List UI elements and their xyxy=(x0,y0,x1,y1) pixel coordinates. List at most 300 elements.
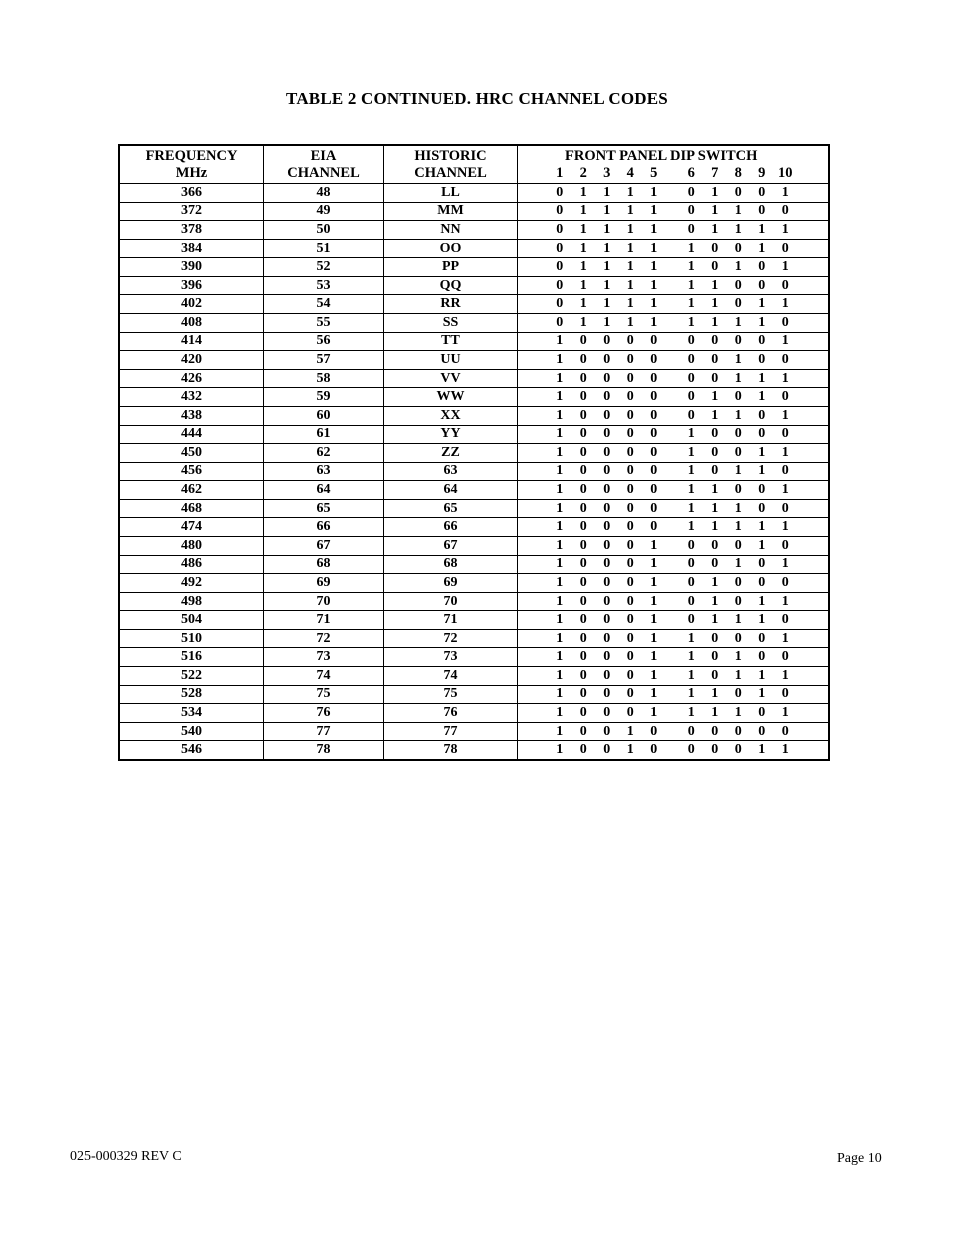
dip-bit: 0 xyxy=(758,407,766,423)
dip-bit: 1 xyxy=(650,259,658,275)
eia-channel-cell: 66 xyxy=(264,518,384,537)
dip-bit: 0 xyxy=(781,686,789,702)
historic-channel-cell: 73 xyxy=(384,648,518,667)
dip-bit: 0 xyxy=(579,704,587,720)
dip-bit: 0 xyxy=(758,556,766,572)
dip-bit: 0 xyxy=(734,296,742,312)
dip-bit: 1 xyxy=(650,556,658,572)
eia-channel-cell: 69 xyxy=(264,574,384,593)
table-row xyxy=(120,184,829,203)
dip-bit: 1 xyxy=(556,426,564,442)
dip-bit: 1 xyxy=(650,184,658,200)
dip-bit: 1 xyxy=(781,184,789,200)
dip-bit: 0 xyxy=(579,351,587,367)
dip-bit: 1 xyxy=(556,482,564,498)
dip-bit: 0 xyxy=(781,351,789,367)
dip-bit: 1 xyxy=(579,296,587,312)
dip-switch-cell xyxy=(518,388,829,407)
dip-switch-cell xyxy=(518,741,829,760)
dip-bit: 1 xyxy=(650,574,658,590)
dip-bit: 0 xyxy=(758,351,766,367)
dip-bit: 1 xyxy=(711,221,719,237)
dip-bit: 0 xyxy=(626,463,634,479)
dip-bit: 0 xyxy=(734,723,742,739)
dip-bit: 1 xyxy=(556,333,564,349)
dip-bit: 0 xyxy=(626,519,634,535)
header-frequency: FREQUENCY MHz xyxy=(120,146,264,184)
dip-bit: 0 xyxy=(603,500,611,516)
dip-bit: 0 xyxy=(626,612,634,628)
historic-channel-cell: 71 xyxy=(384,611,518,630)
dip-bit: 0 xyxy=(626,482,634,498)
dip-switch-cell xyxy=(518,351,829,370)
dip-bit: 0 xyxy=(734,333,742,349)
table-row xyxy=(120,481,829,500)
dip-bit: 0 xyxy=(556,296,564,312)
dip-bit: 1 xyxy=(711,203,719,219)
dip-bit: 0 xyxy=(687,203,695,219)
dip-bit: 1 xyxy=(650,537,658,553)
frequency-cell: 372 xyxy=(120,202,264,221)
frequency-cell: 510 xyxy=(120,629,264,648)
dip-bit: 1 xyxy=(734,649,742,665)
dip-bit: 0 xyxy=(626,426,634,442)
dip-bit: 1 xyxy=(734,370,742,386)
dip-bit: 0 xyxy=(781,612,789,628)
dip-switch-cell xyxy=(518,221,829,240)
dip-bit: 0 xyxy=(579,444,587,460)
dip-bit: 1 xyxy=(781,259,789,275)
dip-bit: 0 xyxy=(781,277,789,293)
table-row xyxy=(120,518,829,537)
dip-bit: 1 xyxy=(711,407,719,423)
dip-bit: 0 xyxy=(603,704,611,720)
dip-bit: 1 xyxy=(781,296,789,312)
dip-switch-cell xyxy=(518,239,829,258)
historic-channel-cell: UU xyxy=(384,351,518,370)
dip-switch-cell xyxy=(518,536,829,555)
dip-bit: 0 xyxy=(556,259,564,275)
dip-bit: 0 xyxy=(711,370,719,386)
dip-bit: 0 xyxy=(758,500,766,516)
table-row xyxy=(120,258,829,277)
dip-bit: 1 xyxy=(711,686,719,702)
dip-bit: 1 xyxy=(626,314,634,330)
dip-bit: 0 xyxy=(758,259,766,275)
dip-bit: 0 xyxy=(734,426,742,442)
historic-channel-cell: ZZ xyxy=(384,444,518,463)
dip-bit: 1 xyxy=(711,704,719,720)
dip-bit: 0 xyxy=(687,221,695,237)
dip-bit: 0 xyxy=(603,389,611,405)
dip-switch-cell xyxy=(518,202,829,221)
dip-bit: 1 xyxy=(687,667,695,683)
frequency-cell: 426 xyxy=(120,369,264,388)
dip-bit: 0 xyxy=(734,482,742,498)
dip-bit: 1 xyxy=(626,723,634,739)
eia-channel-cell: 63 xyxy=(264,462,384,481)
frequency-cell: 378 xyxy=(120,221,264,240)
table-row xyxy=(120,685,829,704)
table-row xyxy=(120,369,829,388)
frequency-cell: 450 xyxy=(120,444,264,463)
dip-bit: 0 xyxy=(650,444,658,460)
dip-bit: 0 xyxy=(579,593,587,609)
eia-channel-cell: 50 xyxy=(264,221,384,240)
dip-bit: 0 xyxy=(734,444,742,460)
dip-switch-cell xyxy=(518,704,829,723)
dip-bit: 1 xyxy=(734,407,742,423)
dip-bit: 0 xyxy=(711,630,719,646)
dip-bit: 1 xyxy=(650,314,658,330)
eia-channel-cell: 61 xyxy=(264,425,384,444)
frequency-cell: 408 xyxy=(120,314,264,333)
dip-bit: 1 xyxy=(626,742,634,758)
dip-bit: 0 xyxy=(626,649,634,665)
frequency-cell: 540 xyxy=(120,722,264,741)
dip-bit: 0 xyxy=(579,649,587,665)
dip-bit: 1 xyxy=(734,203,742,219)
table-row xyxy=(120,499,829,518)
eia-channel-cell: 65 xyxy=(264,499,384,518)
frequency-cell: 516 xyxy=(120,648,264,667)
table-row xyxy=(120,536,829,555)
table-row xyxy=(120,295,829,314)
table-row xyxy=(120,221,829,240)
historic-channel-cell: 69 xyxy=(384,574,518,593)
historic-channel-cell: PP xyxy=(384,258,518,277)
dip-bit: 1 xyxy=(650,612,658,628)
historic-channel-cell: 72 xyxy=(384,629,518,648)
dip-bit: 1 xyxy=(687,463,695,479)
table-row xyxy=(120,722,829,741)
eia-channel-cell: 76 xyxy=(264,704,384,723)
frequency-cell: 390 xyxy=(120,258,264,277)
frequency-cell: 480 xyxy=(120,536,264,555)
dip-bit: 1 xyxy=(603,314,611,330)
dip-bit: 0 xyxy=(711,259,719,275)
dip-bit: 1 xyxy=(687,500,695,516)
dip-bit: 0 xyxy=(556,184,564,200)
dip-switch-cell xyxy=(518,667,829,686)
dip-bit: 1 xyxy=(758,221,766,237)
dip-switch-numbers: 1 2 3 4 5 6 7 8 9 10 xyxy=(556,165,793,181)
dip-bit: 1 xyxy=(687,649,695,665)
dip-bit: 1 xyxy=(556,351,564,367)
dip-bit: 0 xyxy=(579,407,587,423)
historic-channel-cell: MM xyxy=(384,202,518,221)
historic-channel-cell: 76 xyxy=(384,704,518,723)
dip-bit: 0 xyxy=(781,314,789,330)
dip-bit: 1 xyxy=(603,184,611,200)
frequency-cell: 486 xyxy=(120,555,264,574)
dip-switch-cell xyxy=(518,369,829,388)
dip-bit: 1 xyxy=(650,704,658,720)
dip-bit: 0 xyxy=(650,723,658,739)
dip-bit: 0 xyxy=(626,500,634,516)
dip-bit: 1 xyxy=(556,649,564,665)
dip-bit: 0 xyxy=(734,630,742,646)
dip-bit: 0 xyxy=(603,723,611,739)
eia-channel-cell: 74 xyxy=(264,667,384,686)
page-number: Page 10 xyxy=(837,1151,882,1166)
frequency-cell: 462 xyxy=(120,481,264,500)
frequency-cell: 528 xyxy=(120,685,264,704)
dip-bit: 1 xyxy=(579,240,587,256)
dip-bit: 1 xyxy=(711,482,719,498)
table-row xyxy=(120,462,829,481)
dip-bit: 1 xyxy=(626,277,634,293)
dip-bit: 0 xyxy=(711,463,719,479)
dip-bit: 0 xyxy=(687,184,695,200)
table-row xyxy=(120,555,829,574)
dip-bit: 1 xyxy=(734,667,742,683)
hrc-channel-codes-table xyxy=(118,144,830,761)
header-historic-channel: HISTORIC CHANNEL xyxy=(384,146,518,184)
dip-bit: 1 xyxy=(687,519,695,535)
dip-bit: 1 xyxy=(734,500,742,516)
dip-bit: 1 xyxy=(734,463,742,479)
dip-switch-cell xyxy=(518,648,829,667)
historic-channel-cell: QQ xyxy=(384,276,518,295)
historic-channel-cell: 77 xyxy=(384,722,518,741)
dip-switch-cell xyxy=(518,406,829,425)
dip-bit: 0 xyxy=(781,463,789,479)
dip-bit: 1 xyxy=(650,240,658,256)
table-row xyxy=(120,351,829,370)
eia-channel-cell: 73 xyxy=(264,648,384,667)
dip-bit: 0 xyxy=(650,742,658,758)
dip-switch-cell xyxy=(518,425,829,444)
table-row xyxy=(120,332,829,351)
dip-bit: 1 xyxy=(650,686,658,702)
dip-bit: 1 xyxy=(758,537,766,553)
dip-bit: 1 xyxy=(626,240,634,256)
eia-channel-cell: 77 xyxy=(264,722,384,741)
dip-bit: 1 xyxy=(556,574,564,590)
table-row xyxy=(120,444,829,463)
eia-channel-cell: 59 xyxy=(264,388,384,407)
frequency-cell: 468 xyxy=(120,499,264,518)
dip-bit: 1 xyxy=(556,593,564,609)
table-row xyxy=(120,592,829,611)
dip-bit: 1 xyxy=(556,370,564,386)
table-title: TABLE 2 CONTINUED. HRC CHANNEL CODES xyxy=(286,89,668,108)
dip-bit: 1 xyxy=(579,314,587,330)
dip-bit: 1 xyxy=(687,259,695,275)
historic-channel-cell: LL xyxy=(384,184,518,203)
dip-bit: 1 xyxy=(781,444,789,460)
dip-bit: 0 xyxy=(711,649,719,665)
dip-bit: 1 xyxy=(556,612,564,628)
dip-bit: 1 xyxy=(758,686,766,702)
dip-bit: 0 xyxy=(781,203,789,219)
historic-channel-cell: 67 xyxy=(384,536,518,555)
dip-switch-cell xyxy=(518,184,829,203)
eia-channel-cell: 56 xyxy=(264,332,384,351)
dip-bit: 1 xyxy=(626,296,634,312)
dip-bit: 0 xyxy=(734,389,742,405)
dip-bit: 1 xyxy=(734,314,742,330)
dip-bit: 0 xyxy=(758,482,766,498)
frequency-cell: 474 xyxy=(120,518,264,537)
dip-bit: 0 xyxy=(579,723,587,739)
dip-bit: 0 xyxy=(603,556,611,572)
dip-bit: 1 xyxy=(626,203,634,219)
eia-channel-cell: 71 xyxy=(264,611,384,630)
dip-bit: 0 xyxy=(687,370,695,386)
dip-bit: 1 xyxy=(556,630,564,646)
dip-bit: 1 xyxy=(650,593,658,609)
dip-bit: 1 xyxy=(711,296,719,312)
dip-bit: 0 xyxy=(626,667,634,683)
dip-bit: 0 xyxy=(687,742,695,758)
dip-bit: 1 xyxy=(650,203,658,219)
dip-bit: 0 xyxy=(781,574,789,590)
historic-channel-cell: VV xyxy=(384,369,518,388)
dip-bit: 0 xyxy=(603,463,611,479)
doc-number: 025-000329 REV C xyxy=(70,1149,182,1164)
dip-bit: 1 xyxy=(758,667,766,683)
dip-bit: 0 xyxy=(758,723,766,739)
dip-bit: 1 xyxy=(711,574,719,590)
dip-bit: 1 xyxy=(579,203,587,219)
dip-bit: 0 xyxy=(603,593,611,609)
dip-bit: 0 xyxy=(687,333,695,349)
historic-channel-cell: WW xyxy=(384,388,518,407)
dip-bit: 0 xyxy=(758,184,766,200)
dip-bit: 1 xyxy=(734,259,742,275)
dip-bit: 0 xyxy=(603,667,611,683)
dip-bit: 1 xyxy=(626,259,634,275)
dip-bit: 1 xyxy=(603,277,611,293)
dip-bit: 1 xyxy=(556,686,564,702)
dip-bit: 0 xyxy=(650,351,658,367)
dip-bit: 0 xyxy=(603,574,611,590)
historic-channel-cell: RR xyxy=(384,295,518,314)
dip-bit: 0 xyxy=(711,667,719,683)
historic-channel-cell: 75 xyxy=(384,685,518,704)
dip-bit: 0 xyxy=(579,333,587,349)
dip-bit: 1 xyxy=(650,296,658,312)
table-row xyxy=(120,629,829,648)
dip-switch-cell xyxy=(518,295,829,314)
dip-bit: 1 xyxy=(758,389,766,405)
dip-bit: 1 xyxy=(556,444,564,460)
frequency-cell: 546 xyxy=(120,741,264,760)
eia-channel-cell: 58 xyxy=(264,369,384,388)
historic-channel-cell: XX xyxy=(384,406,518,425)
dip-bit: 0 xyxy=(711,444,719,460)
dip-bit: 0 xyxy=(626,593,634,609)
eia-channel-cell: 78 xyxy=(264,741,384,760)
dip-bit: 1 xyxy=(650,649,658,665)
eia-channel-cell: 49 xyxy=(264,202,384,221)
dip-bit: 0 xyxy=(603,426,611,442)
historic-channel-cell: 65 xyxy=(384,499,518,518)
dip-bit: 0 xyxy=(603,482,611,498)
eia-channel-cell: 57 xyxy=(264,351,384,370)
frequency-cell: 534 xyxy=(120,704,264,723)
dip-bit: 0 xyxy=(687,723,695,739)
frequency-cell: 402 xyxy=(120,295,264,314)
dip-bit: 1 xyxy=(734,612,742,628)
table-row xyxy=(120,202,829,221)
frequency-cell: 420 xyxy=(120,351,264,370)
dip-bit: 0 xyxy=(626,686,634,702)
dip-bit: 0 xyxy=(734,277,742,293)
dip-bit: 0 xyxy=(650,389,658,405)
dip-bit: 1 xyxy=(626,184,634,200)
dip-switch-cell xyxy=(518,332,829,351)
dip-bit: 0 xyxy=(734,742,742,758)
dip-bit: 0 xyxy=(579,630,587,646)
dip-bit: 0 xyxy=(758,203,766,219)
table-row xyxy=(120,574,829,593)
dip-bit: 0 xyxy=(556,314,564,330)
dip-bit: 1 xyxy=(603,296,611,312)
dip-bit: 0 xyxy=(579,500,587,516)
eia-channel-cell: 54 xyxy=(264,295,384,314)
dip-bit: 0 xyxy=(626,333,634,349)
dip-switch-cell xyxy=(518,258,829,277)
dip-bit: 0 xyxy=(579,426,587,442)
dip-bit: 0 xyxy=(650,500,658,516)
dip-bit: 1 xyxy=(626,221,634,237)
dip-bit: 0 xyxy=(579,612,587,628)
eia-channel-cell: 70 xyxy=(264,592,384,611)
dip-bit: 0 xyxy=(781,426,789,442)
dip-switch-cell xyxy=(518,685,829,704)
dip-bit: 0 xyxy=(687,612,695,628)
dip-bit: 1 xyxy=(781,370,789,386)
eia-channel-cell: 52 xyxy=(264,258,384,277)
dip-bit: 1 xyxy=(556,500,564,516)
dip-bit: 0 xyxy=(734,184,742,200)
dip-bit: 1 xyxy=(758,612,766,628)
dip-bit: 1 xyxy=(734,556,742,572)
dip-bit: 1 xyxy=(734,221,742,237)
dip-bit: 0 xyxy=(734,574,742,590)
dip-switch-cell xyxy=(518,629,829,648)
dip-bit: 1 xyxy=(650,277,658,293)
dip-bit: 0 xyxy=(758,704,766,720)
dip-bit: 1 xyxy=(758,742,766,758)
dip-bit: 0 xyxy=(603,630,611,646)
dip-bit: 1 xyxy=(556,556,564,572)
dip-bit: 1 xyxy=(556,389,564,405)
dip-bit: 0 xyxy=(650,370,658,386)
historic-channel-cell: 68 xyxy=(384,555,518,574)
dip-bit: 0 xyxy=(579,556,587,572)
table-row xyxy=(120,741,829,760)
dip-bit: 0 xyxy=(626,444,634,460)
dip-bit: 0 xyxy=(579,667,587,683)
dip-bit: 0 xyxy=(603,370,611,386)
dip-bit: 0 xyxy=(781,500,789,516)
table-row xyxy=(120,239,829,258)
dip-bit: 0 xyxy=(603,612,611,628)
frequency-cell: 432 xyxy=(120,388,264,407)
dip-bit: 0 xyxy=(626,574,634,590)
dip-bit: 1 xyxy=(734,704,742,720)
table-row xyxy=(120,406,829,425)
dip-bit: 1 xyxy=(556,723,564,739)
dip-bit: 0 xyxy=(626,704,634,720)
frequency-cell: 366 xyxy=(120,184,264,203)
table-row xyxy=(120,314,829,333)
eia-channel-cell: 62 xyxy=(264,444,384,463)
